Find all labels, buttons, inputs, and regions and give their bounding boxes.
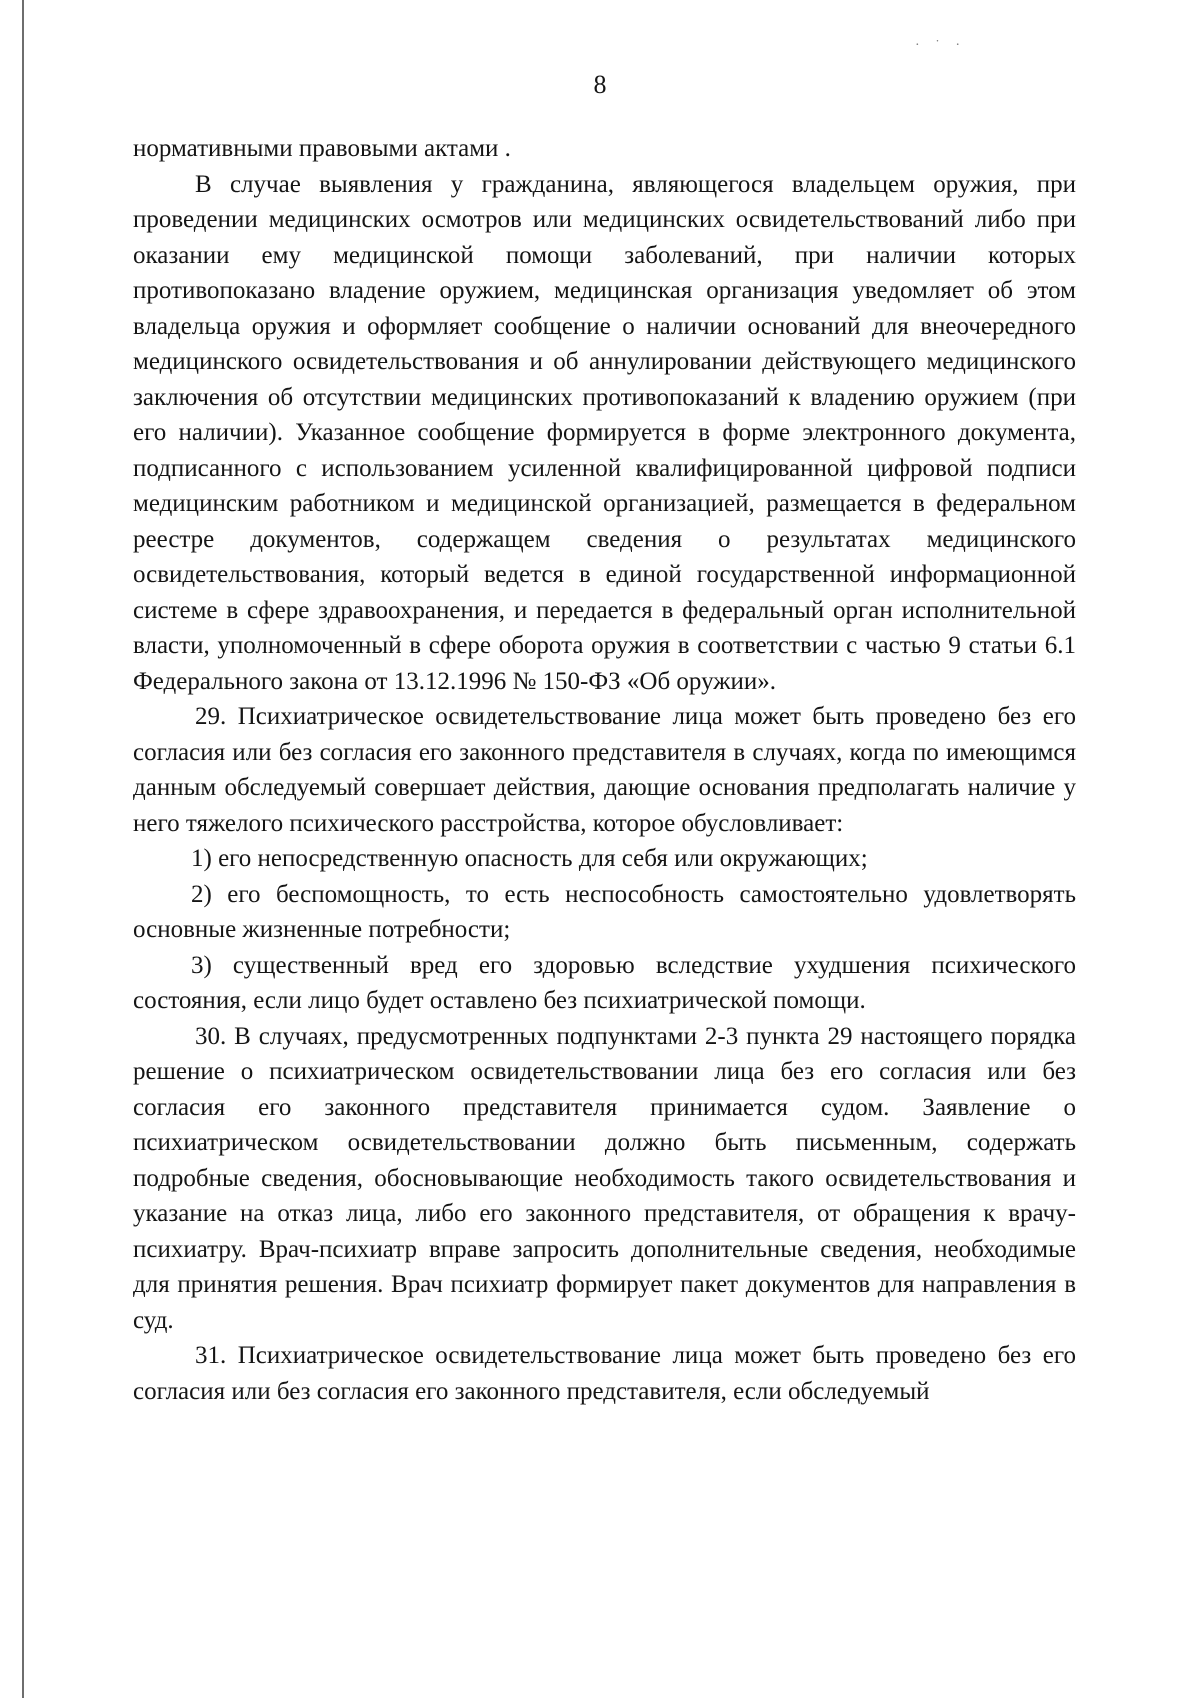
scan-left-edge: [22, 0, 24, 1698]
body-text: [133, 131, 1076, 1409]
list-item-1: 1) его непосредственную опасность для себя или окружающих;: [191, 845, 868, 872]
page-number: 8: [593, 70, 607, 99]
paragraph-30: 30. В случаях, предусмотренных подпунктами 2-3 пункта 29 настоящего порядка решение о психиатрическом освидетельствовании лица без его согласия или без согласия его законного представителя принимается судом. Заявление о психиатрическом освидетельствовании должно быть письменным, содержать подробные сведения, обосновывающие необходимость такого освидетельствования и указание на отказ лица, либо его законного представителя, от обращения к врачу-психиатру. Врач-психиатр вправе запросить дополнительные сведения, необходимые для принятия решения. Врач психиатр формирует пакет документов для направления в суд.: [133, 1022, 1076, 1334]
paragraph-continuation: нормативными правовыми актами .: [133, 135, 511, 162]
scan-specks: · ˙ ·: [915, 38, 966, 53]
list-item-2: 2) его беспомощность, то есть неспособность самостоятельно удовлетворять основные жизненные потребности;: [133, 880, 1076, 943]
paragraph-29: 29. Психиатрическое освидетельствование лица может быть проведено без его согласия или без согласия его законного представителя в случаях, когда по имеющимся данным обследуемый совершает действия, дающие основания предполагать наличие у него тяжелого психического расстройства, которое обусловливает:: [133, 703, 1076, 837]
paragraph-31: 31. Психиатрическое освидетельствование лица может быть проведено без его согласия или без согласия его законного представителя, если обследуемый: [133, 1342, 1076, 1405]
paragraph-weapon-owner-notice: В случае выявления у гражданина, являющегося владельцем оружия, при проведении медицинских осмотров или медицинских освидетельствований либо при оказании ему медицинской помощи заболеваний, при наличии которых противопоказано владение оружием, медицинская организация уведомляет об этом владельца оружия и оформляет сообщение о наличии оснований для внеочередного медицинского освидетельствования и об аннулировании действующего медицинского заключения об отсутствии медицинских противопоказаний к владению оружием (при его наличии). Указанное сообщение формируется в форме электронного документа, подписанного с использованием усиленной квалифицированной цифровой подписи медицинским работником и медицинской организацией, размещается в федеральном реестре документов, содержащем сведения о результатах медицинского освидетельствования, который ведется в единой государственной информационной системе в сфере здравоохранения, и передается в федеральный орган исполнительной власти, уполномоченный в сфере оборота оружия в соответствии с частью 9 статьи 6.1 Федерального закона от 13.12.1996 № 150-ФЗ «Об оружии».: [133, 170, 1076, 695]
list-item-3: 3) существенный вред его здоровью вследствие ухудшения психического состояния, если лицо будет оставлено без психиатрической помощи.: [133, 951, 1076, 1014]
